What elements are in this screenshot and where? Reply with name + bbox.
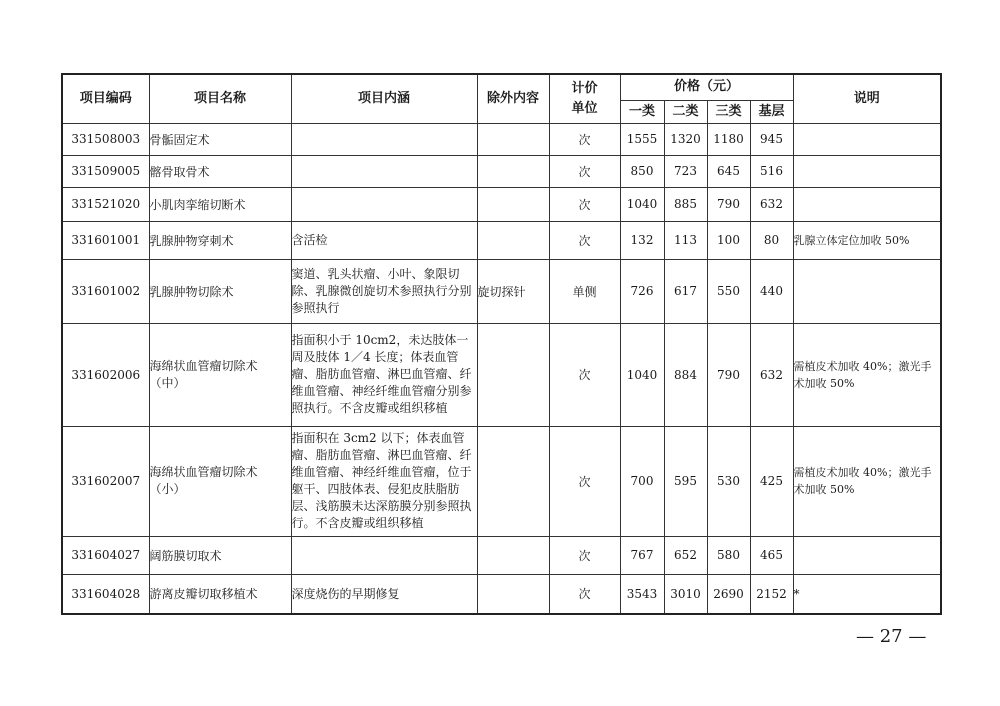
cell-unit: 次 bbox=[549, 187, 620, 221]
header-content: 项目内涵 bbox=[291, 74, 477, 123]
table-row bbox=[62, 323, 941, 426]
cell-note bbox=[793, 155, 941, 187]
table-row bbox=[62, 187, 941, 221]
cell-code: 331508003 bbox=[62, 123, 149, 155]
header-unit: 计价单位 bbox=[549, 74, 620, 123]
header-name: 项目名称 bbox=[149, 74, 291, 123]
cell-price-tier1: 1040 bbox=[620, 323, 664, 426]
cell-name: 乳腺肿物切除术 bbox=[149, 259, 291, 323]
header-exclusion: 除外内容 bbox=[477, 74, 549, 123]
cell-price-tier1: 1555 bbox=[620, 123, 664, 155]
cell-price-tier2: 885 bbox=[664, 187, 707, 221]
cell-price-tier4: 425 bbox=[750, 426, 793, 536]
cell-price-tier4: 945 bbox=[750, 123, 793, 155]
cell-name: 乳腺肿物穿刺术 bbox=[149, 221, 291, 259]
cell-name: 阔筋膜切取术 bbox=[149, 536, 291, 574]
cell-note: 需植皮术加收 40%；激光手术加收 50% bbox=[793, 426, 941, 536]
cell-price-tier3: 645 bbox=[707, 155, 750, 187]
header-code: 项目编码 bbox=[62, 74, 149, 123]
cell-content: 深度烧伤的早期修复 bbox=[291, 574, 477, 614]
cell-unit: 次 bbox=[549, 426, 620, 536]
cell-unit: 单侧 bbox=[549, 259, 620, 323]
cell-price-tier4: 516 bbox=[750, 155, 793, 187]
cell-price-tier3: 790 bbox=[707, 323, 750, 426]
cell-name: 小肌肉挛缩切断术 bbox=[149, 187, 291, 221]
cell-price-tier2: 113 bbox=[664, 221, 707, 259]
cell-price-tier3: 2690 bbox=[707, 574, 750, 614]
page-number: — 27 — bbox=[856, 626, 927, 647]
cell-exclusion bbox=[477, 221, 549, 259]
cell-price-tier2: 884 bbox=[664, 323, 707, 426]
cell-content bbox=[291, 187, 477, 221]
cell-name: 海绵状血管瘤切除术（中） bbox=[149, 323, 291, 426]
cell-exclusion bbox=[477, 536, 549, 574]
cell-price-tier1: 767 bbox=[620, 536, 664, 574]
cell-price-tier2: 595 bbox=[664, 426, 707, 536]
cell-unit: 次 bbox=[549, 323, 620, 426]
cell-price-tier3: 790 bbox=[707, 187, 750, 221]
cell-price-tier2: 617 bbox=[664, 259, 707, 323]
header-tier4: 基层 bbox=[750, 100, 793, 123]
cell-price-tier2: 1320 bbox=[664, 123, 707, 155]
cell-price-tier3: 550 bbox=[707, 259, 750, 323]
cell-price-tier2: 652 bbox=[664, 536, 707, 574]
cell-price-tier4: 2152 bbox=[750, 574, 793, 614]
cell-unit: 次 bbox=[549, 155, 620, 187]
cell-price-tier1: 1040 bbox=[620, 187, 664, 221]
cell-unit: 次 bbox=[549, 574, 620, 614]
cell-price-tier3: 100 bbox=[707, 221, 750, 259]
cell-price-tier2: 3010 bbox=[664, 574, 707, 614]
cell-name: 海绵状血管瘤切除术（小） bbox=[149, 426, 291, 536]
cell-exclusion bbox=[477, 155, 549, 187]
cell-price-tier1: 700 bbox=[620, 426, 664, 536]
cell-content: 含活检 bbox=[291, 221, 477, 259]
cell-note bbox=[793, 187, 941, 221]
cell-code: 331521020 bbox=[62, 187, 149, 221]
cell-code: 331509005 bbox=[62, 155, 149, 187]
cell-note bbox=[793, 259, 941, 323]
cell-content bbox=[291, 536, 477, 574]
cell-content: 指面积在 3cm2 以下；体表血管瘤、脂肪血管瘤、淋巴血管瘤、纤维血管瘤、神经纤维血管瘤，位于躯干、四肢体表、侵犯皮肤脂肪层、浅筋膜未达深筋膜分别参照执行。不含皮瓣或组织移植 bbox=[291, 426, 477, 536]
cell-code: 331604028 bbox=[62, 574, 149, 614]
cell-content bbox=[291, 155, 477, 187]
cell-price-tier3: 580 bbox=[707, 536, 750, 574]
header-tier3: 三类 bbox=[707, 100, 750, 123]
cell-price-tier2: 723 bbox=[664, 155, 707, 187]
cell-price-tier4: 440 bbox=[750, 259, 793, 323]
cell-content: 指面积小于 10cm2，未达肢体一周及肢体 1／4 长度；体表血管瘤、脂肪血管瘤、淋巴血管瘤、纤维血管瘤、神经纤维血管瘤分别参照执行。不含皮瓣或组织移植 bbox=[291, 323, 477, 426]
cell-price-tier4: 632 bbox=[750, 323, 793, 426]
cell-code: 331601002 bbox=[62, 259, 149, 323]
cell-price-tier4: 80 bbox=[750, 221, 793, 259]
cell-price-tier4: 465 bbox=[750, 536, 793, 574]
cell-note: 乳腺立体定位加收 50% bbox=[793, 221, 941, 259]
cell-note: 需植皮术加收 40%；激光手术加收 50% bbox=[793, 323, 941, 426]
table-row bbox=[62, 536, 941, 574]
cell-note bbox=[793, 536, 941, 574]
cell-price-tier3: 1180 bbox=[707, 123, 750, 155]
cell-code: 331602007 bbox=[62, 426, 149, 536]
cell-unit: 次 bbox=[549, 536, 620, 574]
cell-unit: 次 bbox=[549, 123, 620, 155]
cell-exclusion: 旋切探针 bbox=[477, 259, 549, 323]
cell-code: 331602006 bbox=[62, 323, 149, 426]
table-row bbox=[62, 574, 941, 614]
cell-content bbox=[291, 123, 477, 155]
table-row bbox=[62, 155, 941, 187]
cell-code: 331604027 bbox=[62, 536, 149, 574]
table-row bbox=[62, 259, 941, 323]
cell-content: 窦道、乳头状瘤、小叶、象限切除、乳腺微创旋切术参照执行分别参照执行 bbox=[291, 259, 477, 323]
cell-unit: 次 bbox=[549, 221, 620, 259]
cell-note: * bbox=[793, 574, 941, 614]
cell-price-tier4: 632 bbox=[750, 187, 793, 221]
header-note: 说明 bbox=[793, 74, 941, 123]
cell-code: 331601001 bbox=[62, 221, 149, 259]
cell-price-tier1: 3543 bbox=[620, 574, 664, 614]
price-table bbox=[61, 73, 942, 615]
cell-name: 髂骨取骨术 bbox=[149, 155, 291, 187]
header-price-group: 价格（元） bbox=[620, 74, 793, 100]
table-row bbox=[62, 426, 941, 536]
table-row bbox=[62, 123, 941, 155]
cell-exclusion bbox=[477, 123, 549, 155]
table-row bbox=[62, 221, 941, 259]
cell-price-tier1: 850 bbox=[620, 155, 664, 187]
cell-exclusion bbox=[477, 323, 549, 426]
cell-price-tier1: 132 bbox=[620, 221, 664, 259]
cell-exclusion bbox=[477, 187, 549, 221]
cell-exclusion bbox=[477, 574, 549, 614]
header-tier2: 二类 bbox=[664, 100, 707, 123]
cell-name: 游离皮瓣切取移植术 bbox=[149, 574, 291, 614]
cell-price-tier3: 530 bbox=[707, 426, 750, 536]
cell-price-tier1: 726 bbox=[620, 259, 664, 323]
header-tier1: 一类 bbox=[620, 100, 664, 123]
cell-note bbox=[793, 123, 941, 155]
cell-name: 骨骺固定术 bbox=[149, 123, 291, 155]
cell-exclusion bbox=[477, 426, 549, 536]
